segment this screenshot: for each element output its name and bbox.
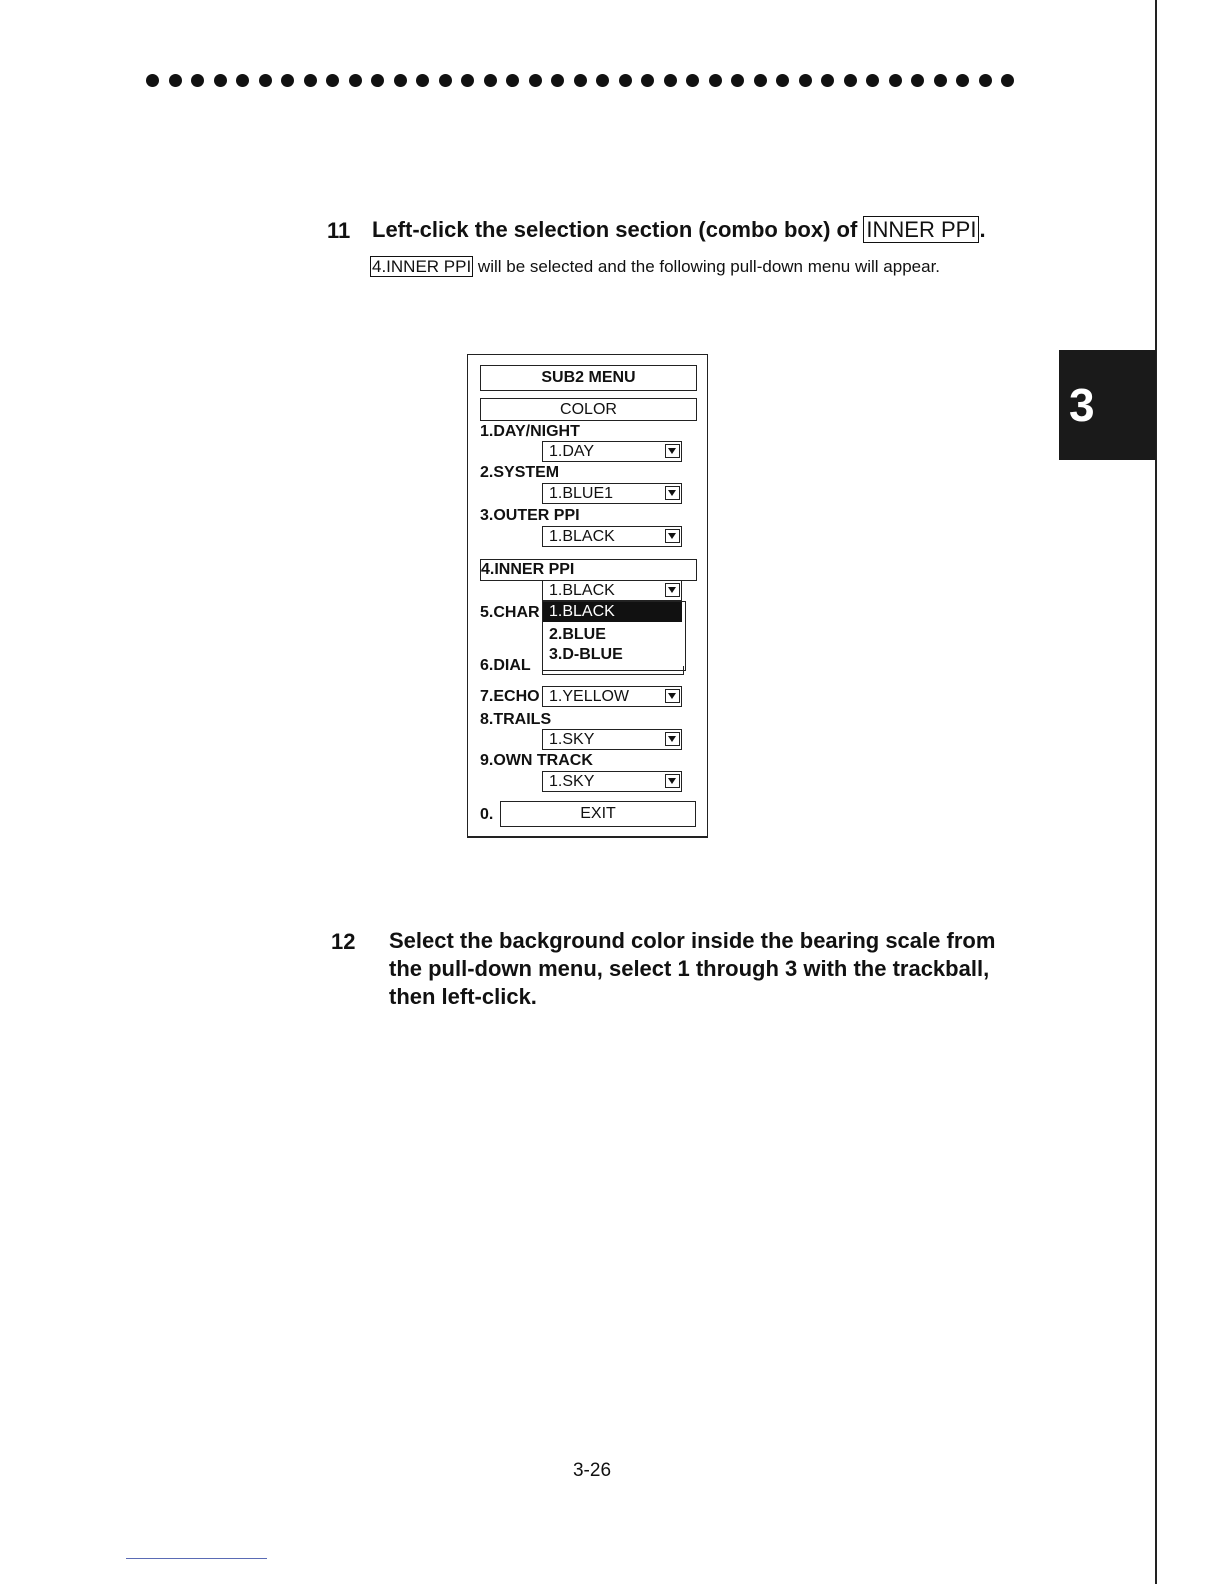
exit-button[interactable]: EXIT	[500, 801, 696, 827]
trails-value: 1.SKY	[549, 731, 595, 748]
inner-ppi-dropdown-list	[542, 601, 686, 671]
step-11-note-text: will be selected and the following pull-down menu will appear.	[473, 257, 941, 276]
trails-combo[interactable]	[542, 729, 682, 750]
chevron-down-icon[interactable]	[665, 689, 680, 703]
header-dot	[664, 74, 677, 87]
header-dot	[416, 74, 429, 87]
trails-label: 8.TRAILS	[480, 711, 552, 728]
header-dot	[146, 74, 159, 87]
dropdown-option-d-blue[interactable]: 3.D-BLUE	[549, 646, 623, 663]
inner-ppi-row-selected[interactable]	[480, 559, 697, 581]
header-dot	[506, 74, 519, 87]
footer-rule	[126, 1558, 267, 1559]
own-track-value: 1.SKY	[549, 773, 595, 790]
header-dot	[821, 74, 834, 87]
header-dot	[911, 74, 924, 87]
outer-ppi-value: 1.BLACK	[549, 528, 615, 545]
step-12-instruction	[389, 927, 1049, 1011]
inner-ppi-term: INNER PPI	[863, 216, 979, 243]
inner-ppi-label: 4.INNER PPI	[481, 561, 575, 578]
step-11-note	[370, 257, 940, 277]
step-11-period: .	[979, 217, 986, 242]
header-dot	[686, 74, 699, 87]
header-dot	[439, 74, 452, 87]
echo-combo[interactable]	[542, 686, 682, 707]
chevron-down-icon[interactable]	[665, 732, 680, 746]
header-dot	[461, 74, 474, 87]
header-dot	[371, 74, 384, 87]
step-11-number: 11	[327, 218, 351, 243]
header-dot	[754, 74, 767, 87]
header-dot	[731, 74, 744, 87]
chevron-down-icon[interactable]	[665, 486, 680, 500]
header-dot	[169, 74, 182, 87]
menu-section-color: COLOR	[480, 398, 697, 421]
header-dot	[574, 74, 587, 87]
chevron-down-icon[interactable]	[665, 583, 680, 597]
header-dot	[1001, 74, 1014, 87]
chevron-down-icon[interactable]	[665, 774, 680, 788]
inner-ppi-item-ref: 4.INNER PPI	[372, 257, 472, 276]
chevron-down-icon[interactable]	[665, 529, 680, 543]
day-night-combo[interactable]	[542, 441, 682, 462]
own-track-combo[interactable]	[542, 771, 682, 792]
inner-ppi-combo[interactable]	[542, 580, 682, 601]
chevron-down-icon[interactable]	[665, 444, 680, 458]
header-dot	[709, 74, 722, 87]
header-dot	[866, 74, 879, 87]
header-dot	[191, 74, 204, 87]
header-dot	[799, 74, 812, 87]
step-11-text: Left-click the selection section (combo box) of	[372, 217, 864, 242]
header-dot	[394, 74, 407, 87]
header-dot	[551, 74, 564, 87]
header-dot	[529, 74, 542, 87]
step-12-number: 12	[331, 929, 356, 954]
header-dot	[326, 74, 339, 87]
day-night-value: 1.DAY	[549, 443, 595, 460]
header-dot	[349, 74, 362, 87]
header-dot	[641, 74, 654, 87]
step-11-instruction	[372, 216, 986, 244]
page-border-rule	[1155, 0, 1157, 1584]
step-12-line-3: then left-click.	[389, 984, 537, 1009]
echo-value: 1.YELLOW	[549, 688, 630, 705]
dropdown-option-blue[interactable]: 2.BLUE	[549, 626, 606, 643]
own-track-label: 9.OWN TRACK	[480, 752, 593, 769]
header-dot	[889, 74, 902, 87]
header-dot	[214, 74, 227, 87]
menu-title: SUB2 MENU	[480, 365, 697, 391]
header-dot	[979, 74, 992, 87]
step-12-line-2: the pull-down menu, select 1 through 3 with the trackball,	[389, 956, 990, 981]
header-dot	[619, 74, 632, 87]
dial-label: 6.DIAL	[480, 657, 531, 674]
header-dot	[304, 74, 317, 87]
step-12-line-1: Select the background color inside the bearing scale from	[389, 928, 996, 953]
chapter-tab: 3	[1059, 350, 1156, 460]
header-dot	[281, 74, 294, 87]
header-dot	[259, 74, 272, 87]
page-number: 3-26	[572, 1460, 612, 1481]
sub2-menu-panel	[467, 354, 708, 838]
day-night-label: 1.DAY/NIGHT	[480, 423, 580, 440]
inner-ppi-value: 1.BLACK	[549, 582, 615, 599]
header-dot	[956, 74, 969, 87]
system-label: 2.SYSTEM	[480, 464, 560, 481]
dial-combo-partial[interactable]	[542, 666, 684, 675]
char-label: 5.CHAR	[480, 604, 540, 621]
exit-prefix: 0.	[480, 806, 494, 823]
header-dot	[844, 74, 857, 87]
system-combo[interactable]	[542, 483, 682, 504]
outer-ppi-label: 3.OUTER PPI	[480, 507, 580, 524]
echo-label: 7.ECHO	[480, 688, 540, 705]
header-dot	[776, 74, 789, 87]
system-value: 1.BLUE1	[549, 485, 614, 502]
dropdown-option-black[interactable]: 1.BLACK	[543, 602, 682, 622]
header-dot	[934, 74, 947, 87]
dotted-header-rule	[146, 74, 1046, 94]
header-dot	[236, 74, 249, 87]
header-dot	[596, 74, 609, 87]
header-dot	[484, 74, 497, 87]
outer-ppi-combo[interactable]	[542, 526, 682, 547]
